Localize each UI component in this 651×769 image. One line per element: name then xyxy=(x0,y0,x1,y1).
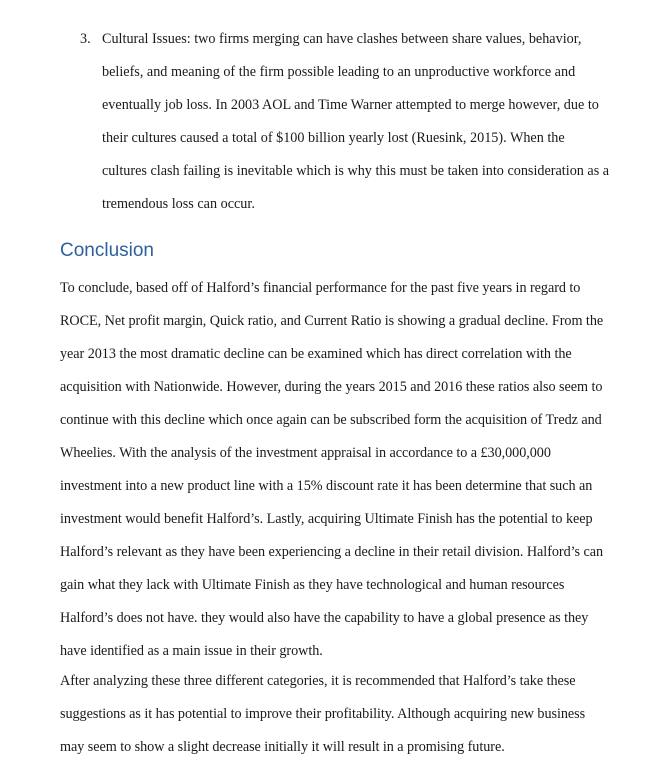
text-line: year 2013 the most dramatic decline can be examined which has direct correlation with the xyxy=(60,346,572,362)
text-line: Halford’s relevant as they have been experiencing a decline in their retail division. Halford’s can xyxy=(60,544,604,560)
recommendation-paragraph xyxy=(60,665,635,764)
text-line: eventually job loss. In 2003 AOL and Time Warner attempted to merge however, due to xyxy=(102,97,599,113)
text-line: Wheelies. With the analysis of the investment appraisal in accordance to a £30,000,000 xyxy=(60,445,551,461)
conclusion-paragraph xyxy=(60,272,635,668)
text-line: cultures clash failing is inevitable which is why this must be taken into consideration as a xyxy=(102,163,610,179)
text-line: continue with this decline which once again can be subscribed form the acquisition of Tredz and xyxy=(60,412,602,428)
text-line: may seem to show a slight decrease initially it will result in a promising future. xyxy=(60,739,505,755)
section-heading: Conclusion xyxy=(60,240,154,261)
text-line: their cultures caused a total of $100 billion yearly lost (Ruesink, 2015). When the xyxy=(102,130,565,146)
text-line: investment would benefit Halford’s. Lastly, acquiring Ultimate Finish has the potential to keep xyxy=(60,511,593,527)
text-line: gain what they lack with Ultimate Finish as they have technological and human resources xyxy=(60,577,565,593)
text-line: Halford’s does not have. they would also have the capability to have a global presence as they xyxy=(60,610,589,626)
text-line: After analyzing these three different categories, it is recommended that Halford’s take these xyxy=(60,673,576,689)
list-item-text xyxy=(102,23,622,221)
text-line: beliefs, and meaning of the firm possible leading to an unproductive workforce and xyxy=(102,64,576,80)
text-line: suggestions as it has potential to improve their profitability. Although acquiring new business xyxy=(60,706,586,722)
text-line: ROCE, Net profit margin, Quick ratio, and Current Ratio is showing a gradual decline. From the xyxy=(60,313,604,329)
text-line: investment into a new product line with a 15% discount rate it has been determine that such an xyxy=(60,478,593,494)
list-number: 3. xyxy=(80,31,91,47)
text-line: acquisition with Nationwide. However, during the years 2015 and 2016 these ratios also seem to xyxy=(60,379,603,395)
text-line: Cultural Issues: two firms merging can have clashes between share values, behavior, xyxy=(102,31,582,47)
text-line: have identified as a main issue in their growth. xyxy=(60,643,323,659)
text-line: To conclude, based off of Halford’s financial performance for the past five years in regard to xyxy=(60,280,581,296)
text-line: tremendous loss can occur. xyxy=(102,196,255,212)
